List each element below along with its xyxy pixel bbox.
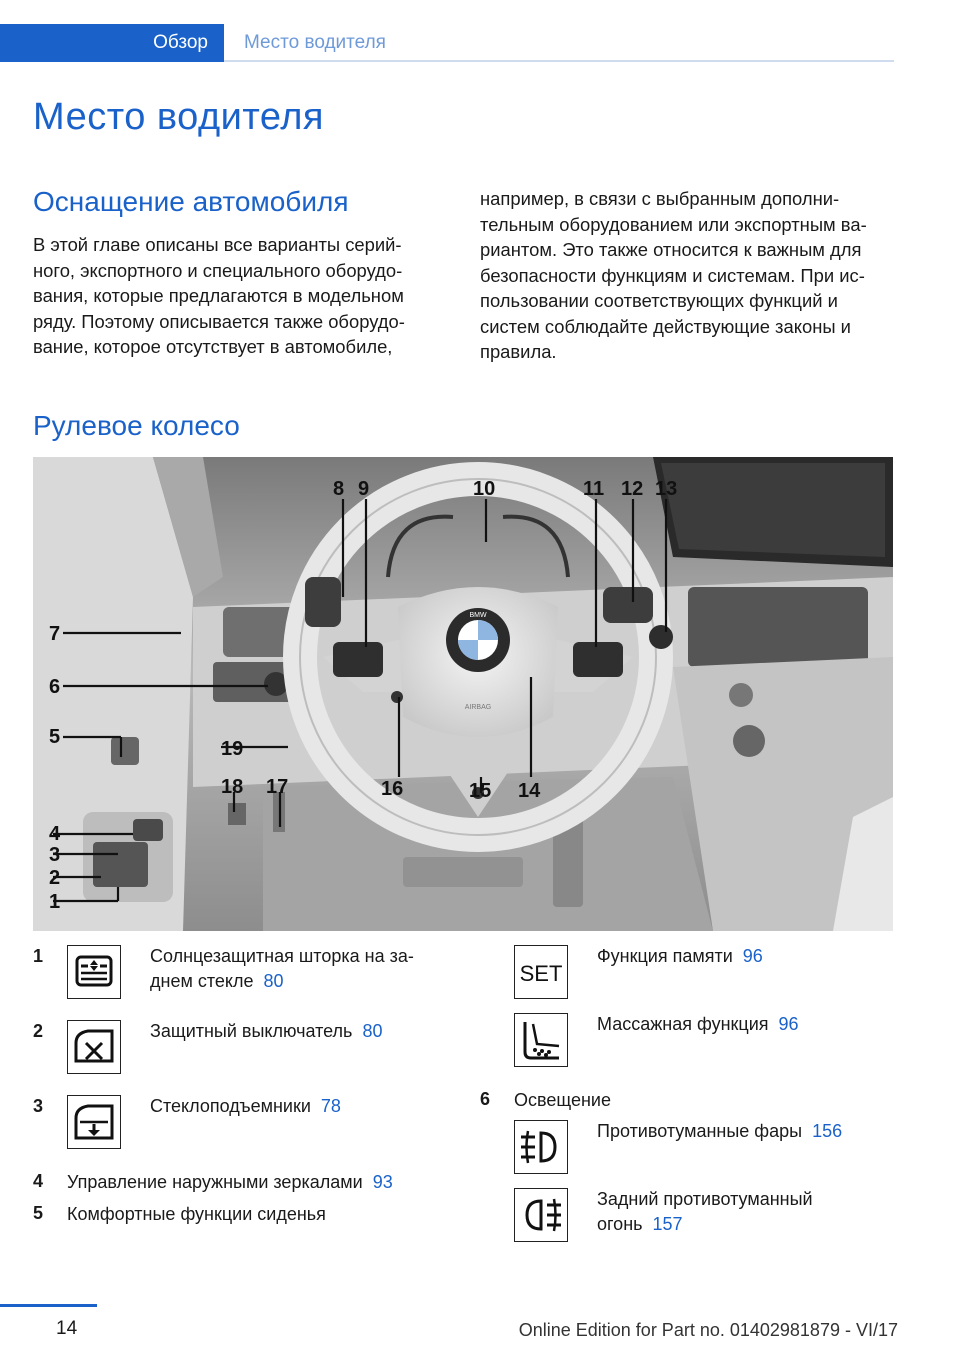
legend-number: 2 bbox=[33, 1021, 44, 1041]
massage-seat-icon bbox=[515, 1014, 567, 1066]
seat-comfort-buttons bbox=[111, 737, 139, 765]
callout-16: 16 bbox=[381, 778, 404, 800]
set-icon-text: SET bbox=[519, 961, 563, 986]
control-knob bbox=[729, 683, 753, 707]
intro-line: тельным оборудованием или экспортным ва- bbox=[480, 213, 867, 235]
tab-overview[interactable] bbox=[0, 24, 224, 62]
callout-4: 4 bbox=[49, 823, 61, 845]
legend-icon-box bbox=[514, 1013, 568, 1067]
start-stop-button bbox=[649, 625, 673, 649]
callout-15: 15 bbox=[469, 780, 492, 802]
fuel-flap-button bbox=[228, 803, 246, 825]
front-fog-light-icon bbox=[515, 1121, 567, 1173]
page-reference-link[interactable]: 80 bbox=[263, 971, 284, 991]
callout-14: 14 bbox=[518, 780, 541, 802]
legend-number: 5 bbox=[33, 1203, 44, 1223]
left-spoke-buttons bbox=[333, 642, 383, 677]
tab-drivers-seat[interactable] bbox=[224, 24, 894, 62]
legend-icon-box bbox=[514, 1120, 568, 1174]
callout-2: 2 bbox=[49, 867, 61, 889]
legend-text bbox=[597, 944, 763, 969]
legend-number: 4 bbox=[33, 1171, 44, 1191]
legend-text bbox=[597, 1119, 842, 1144]
intro-line: систем соблюдайте действующие законы и bbox=[480, 315, 851, 337]
brake-pedal bbox=[403, 857, 523, 887]
legend-number: 3 bbox=[33, 1096, 44, 1116]
page-reference-link[interactable]: 80 bbox=[362, 1021, 383, 1041]
header-rule bbox=[224, 60, 894, 62]
legend-line: Комфортные функции сиденья bbox=[67, 1204, 326, 1224]
intro-line: правила. bbox=[480, 341, 557, 362]
sunshade-icon bbox=[68, 946, 120, 998]
horn-button bbox=[391, 691, 403, 703]
legend-line: Управление наружными зеркалами bbox=[67, 1172, 363, 1192]
legend-line: огонь bbox=[597, 1214, 643, 1234]
legend-line: Противотуманные фары bbox=[597, 1121, 803, 1141]
legend-number: 1 bbox=[33, 946, 44, 966]
legend-text bbox=[150, 1019, 382, 1044]
legend-text bbox=[67, 1202, 326, 1227]
airbag-label: AIRBAG bbox=[464, 704, 492, 711]
window-switch-panel bbox=[93, 842, 148, 887]
set-icon bbox=[515, 946, 567, 998]
legend-line: Солнцезащитная шторка на за- bbox=[150, 946, 414, 966]
tab-drivers-seat-label: Место водителя bbox=[244, 32, 386, 53]
intro-line: риантом. Это также относится к важным для bbox=[480, 239, 862, 260]
page-reference-link[interactable]: 156 bbox=[812, 1121, 843, 1141]
power-window-icon bbox=[68, 1096, 120, 1148]
bmw-logo-text: BMW bbox=[469, 612, 487, 619]
center-air-vent bbox=[688, 587, 868, 667]
intro-line: безопасности функциям и системам. При ис- bbox=[480, 264, 865, 286]
legend-icon-box bbox=[67, 1095, 121, 1149]
intro-line: ряду. Поэтому описывается также оборудо- bbox=[33, 310, 405, 332]
page-reference-link[interactable]: 78 bbox=[320, 1096, 341, 1116]
turn-signal-stalk bbox=[305, 577, 341, 627]
callout-10: 10 bbox=[473, 478, 496, 500]
page-reference-link[interactable]: 96 bbox=[778, 1014, 799, 1034]
right-spoke-buttons bbox=[573, 642, 623, 677]
callout-12: 12 bbox=[621, 478, 644, 500]
cockpit-figure bbox=[33, 457, 893, 931]
callout-13: 13 bbox=[655, 478, 678, 500]
legend-icon-box bbox=[514, 1188, 568, 1242]
legend-text bbox=[514, 1088, 611, 1113]
callout-1: 1 bbox=[49, 891, 61, 913]
legend-number: 6 bbox=[480, 1089, 491, 1109]
callout-8: 8 bbox=[333, 478, 345, 500]
legend-icon-box bbox=[67, 1020, 121, 1074]
section-heading-equipment: Оснащение автомобиля bbox=[33, 186, 349, 217]
legend-text bbox=[150, 944, 414, 994]
intro-line: например, в связи с выбранным дополни- bbox=[480, 188, 840, 209]
page-title: Место водителя bbox=[33, 96, 324, 138]
callout-5: 5 bbox=[49, 726, 61, 748]
callout-18: 18 bbox=[221, 776, 244, 798]
legend-line: Задний противотуманный bbox=[597, 1189, 813, 1209]
legend-icon-box bbox=[514, 945, 568, 999]
intro-line: ного, экспортного и специального оборудо- bbox=[33, 259, 403, 281]
legend-text bbox=[67, 1170, 393, 1195]
rear-fog-light-icon bbox=[515, 1189, 567, 1241]
callout-11: 11 bbox=[583, 478, 605, 500]
legend-line: Массажная функция bbox=[597, 1014, 769, 1034]
callout-6: 6 bbox=[49, 676, 61, 698]
callout-19: 19 bbox=[221, 738, 244, 760]
intro-line: вание, которое отсутствует в автомобиле, bbox=[33, 336, 393, 357]
legend-line: Функция памяти bbox=[597, 946, 733, 966]
page-reference-link[interactable]: 96 bbox=[742, 946, 763, 966]
callout-9: 9 bbox=[358, 478, 370, 500]
legend-icon-box bbox=[67, 945, 121, 999]
legend-line: Освещение bbox=[514, 1090, 611, 1110]
intro-line: пользовании соответствующих функций и bbox=[480, 290, 838, 311]
footer-rule bbox=[0, 1304, 97, 1307]
legend-line: Защитный выключатель bbox=[150, 1021, 353, 1041]
mirror-switch bbox=[133, 819, 163, 841]
wiper-stalk bbox=[603, 587, 653, 623]
control-knob bbox=[733, 725, 765, 757]
legend-line: днем стекле bbox=[150, 971, 254, 991]
intro-column-2 bbox=[480, 186, 867, 365]
callout-17: 17 bbox=[266, 776, 289, 798]
intro-line: вания, которые предлагаются в модельном bbox=[33, 285, 404, 306]
legend-text bbox=[597, 1187, 813, 1237]
legend-line: Стеклоподъемники bbox=[150, 1096, 311, 1116]
legend-text bbox=[150, 1094, 341, 1119]
page-number: 14 bbox=[56, 1318, 78, 1339]
intro-line: В этой главе описаны все варианты серий- bbox=[33, 234, 402, 255]
tab-overview-label: Обзор bbox=[153, 32, 208, 53]
page-reference-link[interactable]: 157 bbox=[652, 1214, 683, 1234]
window-safety-switch-icon bbox=[68, 1021, 120, 1073]
page-reference-link[interactable]: 93 bbox=[372, 1172, 393, 1192]
callout-3: 3 bbox=[49, 844, 61, 866]
legend-text bbox=[597, 1012, 799, 1037]
callout-7: 7 bbox=[49, 623, 61, 645]
intro-column-1 bbox=[33, 232, 405, 360]
edition-note: Online Edition for Part no. 01402981879 - VI/17 bbox=[518, 1320, 898, 1340]
section-heading-steering-wheel: Рулевое колесо bbox=[33, 410, 240, 441]
